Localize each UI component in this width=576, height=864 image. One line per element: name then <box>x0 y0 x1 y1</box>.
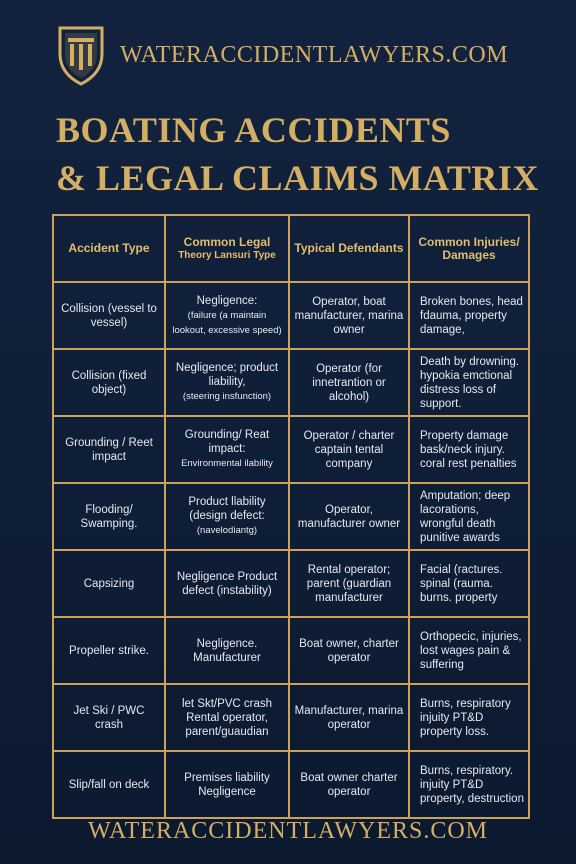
cell-legal-theory-detail: Environmental ilability <box>181 458 273 469</box>
cell-legal-theory-main: Product llability (design defect: <box>188 496 266 522</box>
cell-defendants: Rental operator; parent (guardian manufacturer <box>289 550 409 617</box>
table-row <box>53 282 529 349</box>
cell-injuries: Amputation; deep lacorations, wrongful death punitive awards <box>409 483 529 550</box>
cell-legal-theory <box>165 416 289 483</box>
cell-accident-type: Capsizing <box>53 550 165 617</box>
cell-accident-type: Jet Ski / PWC crash <box>53 684 165 751</box>
cell-defendants: Operator (for innetrantion or alcohol) <box>289 349 409 416</box>
cell-injuries: Burns, respiratory injuity PT&D property loss. <box>409 684 529 751</box>
cell-injuries: Orthopecic, injuries, lost wages pain & suffering <box>409 617 529 684</box>
cell-defendants: Operator / charter captain tental company <box>289 416 409 483</box>
cell-defendants: Operator, manufacturer owner <box>289 483 409 550</box>
header-injuries: Common Injuries/ Damages <box>409 215 529 282</box>
title-line-1: BOATING ACCIDENTS <box>56 110 451 150</box>
table-header-row <box>53 215 529 282</box>
cell-injuries: Broken bones, head fdauma, property damage, <box>409 282 529 349</box>
header-defendants: Typical Defendants <box>289 215 409 282</box>
table-row <box>53 349 529 416</box>
cell-legal-theory: Negligence Product defect (instability) <box>165 550 289 617</box>
header-legal-theory-sub: Theory Lansuri Type <box>178 249 276 261</box>
cell-legal-theory-detail: (steering insfunction) <box>182 391 272 402</box>
shield-pillars-icon <box>56 24 106 86</box>
cell-legal-theory: let Skt/PVC crash Rental operator, parent/guaudian <box>165 684 289 751</box>
cell-legal-theory-detail: (failure (a maintain lookout, excessive speed) <box>172 309 282 336</box>
cell-defendants: Boat owner charter operator <box>289 751 409 818</box>
table-row <box>53 751 529 818</box>
page-title <box>56 106 539 202</box>
cell-injuries: Facial (ractures. spinal (rauma. burns. property <box>409 550 529 617</box>
cell-legal-theory: Negligence. Manufacturer <box>165 617 289 684</box>
table-row <box>53 416 529 483</box>
cell-injuries: Death by drowning. hypokia emctional distress loss of support. <box>409 349 529 416</box>
claims-matrix-table <box>52 214 530 819</box>
cell-accident-type: Grounding / Reet impact <box>53 416 165 483</box>
cell-legal-theory-main: Negligence; product liability, <box>175 362 279 388</box>
cell-legal-theory-detail: (navelodiantg) <box>196 525 258 536</box>
footer-website: WATERACCIDENTLAWYERS.COM <box>87 818 489 844</box>
cell-accident-type: Slip/fall on deck <box>53 751 165 818</box>
cell-legal-theory <box>165 282 289 349</box>
cell-defendants: Boat owner, charter operator <box>289 617 409 684</box>
cell-legal-theory-main: Negligence: <box>196 294 258 307</box>
cell-injuries: Burns, respiratory. injuity PT&D property, destruction <box>409 751 529 818</box>
brand-name: WATERACCIDENTLAWYERS.COM <box>120 41 509 68</box>
cell-injuries: Property damage bask/neck injury. coral rest penalties <box>409 416 529 483</box>
table-row <box>53 483 529 550</box>
table-row <box>53 617 529 684</box>
table-row <box>53 550 529 617</box>
cell-defendants: Operator, boat manufacturer, marina owner <box>289 282 409 349</box>
cell-legal-theory <box>165 483 289 550</box>
cell-accident-type: Flooding/ Swamping. <box>53 483 165 550</box>
cell-accident-type: Collision (fixed object) <box>53 349 165 416</box>
cell-accident-type: Collision (vessel to vessel) <box>53 282 165 349</box>
brand-header <box>56 24 508 86</box>
header-legal-theory <box>165 215 289 282</box>
cell-legal-theory-main: Grounding/ Reat impact: <box>184 429 270 455</box>
cell-legal-theory <box>165 349 289 416</box>
table-row <box>53 684 529 751</box>
cell-defendants: Manufacturer, marina operator <box>289 684 409 751</box>
cell-legal-theory: Premises liability Negligence <box>165 751 289 818</box>
cell-accident-type: Propeller strike. <box>53 617 165 684</box>
title-line-2: & LEGAL CLAIMS MATRIX <box>56 158 539 198</box>
header-legal-theory-main: Common Legal <box>183 234 271 249</box>
header-accident-type: Accident Type <box>53 215 165 282</box>
